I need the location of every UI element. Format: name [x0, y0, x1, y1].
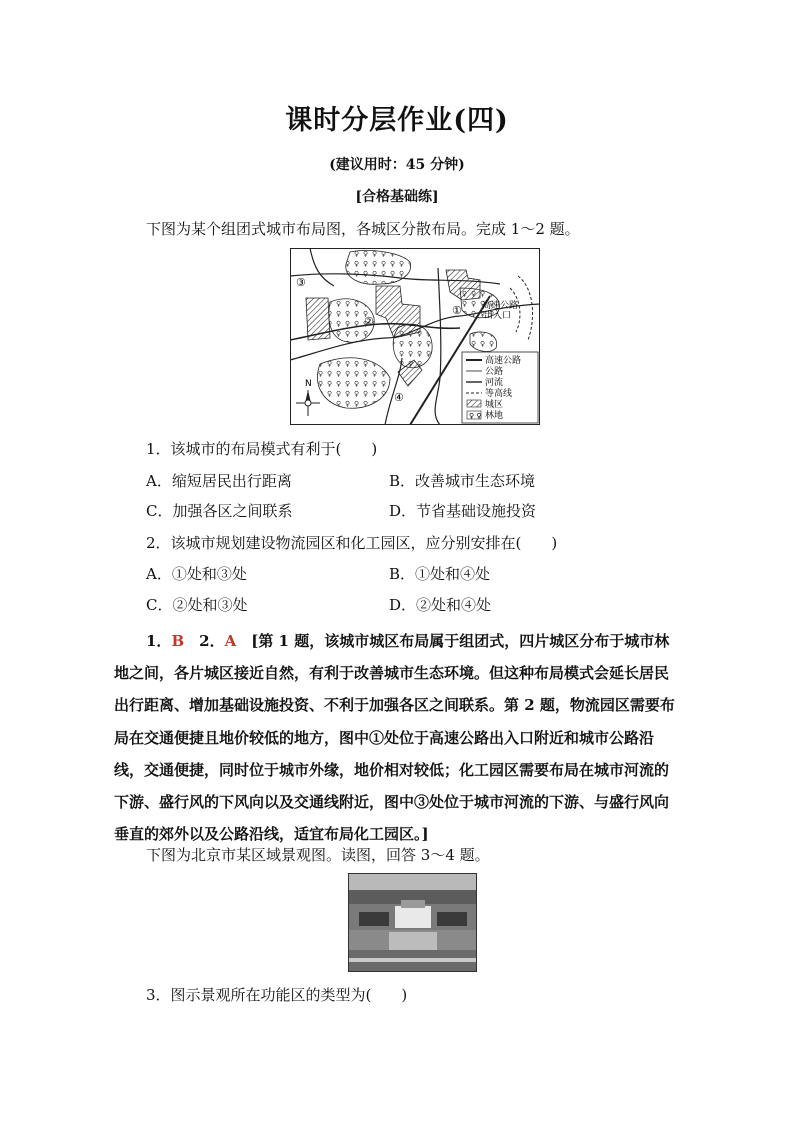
answer-num-2: 2．: [199, 632, 225, 650]
answer-key-1: B: [171, 632, 185, 650]
page-title: 课时分层作业(四): [285, 105, 509, 136]
intro-1: 下图为某个组团式城市布局图，各城区分散布局。完成 1～2 题。: [146, 220, 580, 238]
time-note: (建议用时：45 分钟): [329, 157, 465, 173]
legend-contour: 等高线: [485, 389, 513, 399]
q1-option-d: D．节省基础设施投资: [389, 502, 537, 520]
q1-stem: 1．该城市的布局模式有利于( ): [146, 440, 378, 458]
q1-option-a: A．缩短居民出行距离: [146, 472, 292, 490]
legend-forest: 林地: [485, 411, 504, 421]
q1-option-b: B．改善城市生态环境: [389, 472, 536, 490]
legend-highway: 高速公路: [485, 356, 522, 366]
answer-explanation: [114, 625, 682, 850]
legend-river: 河流: [485, 378, 504, 388]
answer-num-1: 1．: [146, 632, 172, 650]
highway-entrance-label-1: 高速公路: [482, 301, 519, 311]
svg-text:♀ ♀: ♀ ♀: [469, 412, 482, 420]
section-level: [合格基础练]: [355, 189, 439, 205]
svg-text:N: N: [305, 379, 312, 389]
q3-stem: 3．图示景观所在功能区的类型为( ): [146, 986, 408, 1004]
highway-entrance-label-2: 出入口: [484, 311, 512, 321]
q1-option-c: C．加强各区之间联系: [146, 502, 293, 520]
map-legend: [462, 352, 538, 423]
marker-4: ④: [394, 391, 404, 404]
city-layout-map: [290, 248, 540, 425]
answer-text: [第 1 题，该城市城区布局属于组团式，四片城区分布于城市林地之间，各片城区接近自然，有利于改善城市生态环境。但这种布局模式会延长居民出行距离、增加基础设施投资、不利于加强各区之间联系。第 2 题，物流园区需要布局在交通便捷且地价较低的地方，图中①处位于高速公路出入口附近和城市公路沿线，交通便捷，同时位于城市外缘，地价相对较低；化工园区需要布局在城市河流的下游、盛行风的下风向以及交通线附近，图中③处位于城市河流的下游、与盛行风向垂直的郊外以及公路沿线，适宜布局化工园区。]: [114, 632, 675, 844]
legend-road: 公路: [485, 367, 504, 377]
q2-option-a: A．①处和③处: [146, 565, 247, 583]
q2-stem: 2．该城市规划建设物流园区和化工园区，应分别安排在( ): [146, 534, 558, 552]
marker-2: ②: [364, 315, 374, 328]
intro-2: 下图为北京市某区域景观图。读图，回答 3～4 题。: [146, 846, 490, 864]
answer-key-2: A: [224, 632, 237, 650]
q2-option-b: B．①处和④处: [389, 565, 491, 583]
legend-urban: 城区: [485, 400, 504, 410]
q2-option-d: D．②处和④处: [389, 596, 492, 614]
beijing-landscape-photo: [348, 873, 477, 972]
marker-1: ①: [452, 304, 462, 317]
q2-option-c: C．②处和③处: [146, 596, 248, 614]
marker-3: ③: [296, 276, 306, 289]
